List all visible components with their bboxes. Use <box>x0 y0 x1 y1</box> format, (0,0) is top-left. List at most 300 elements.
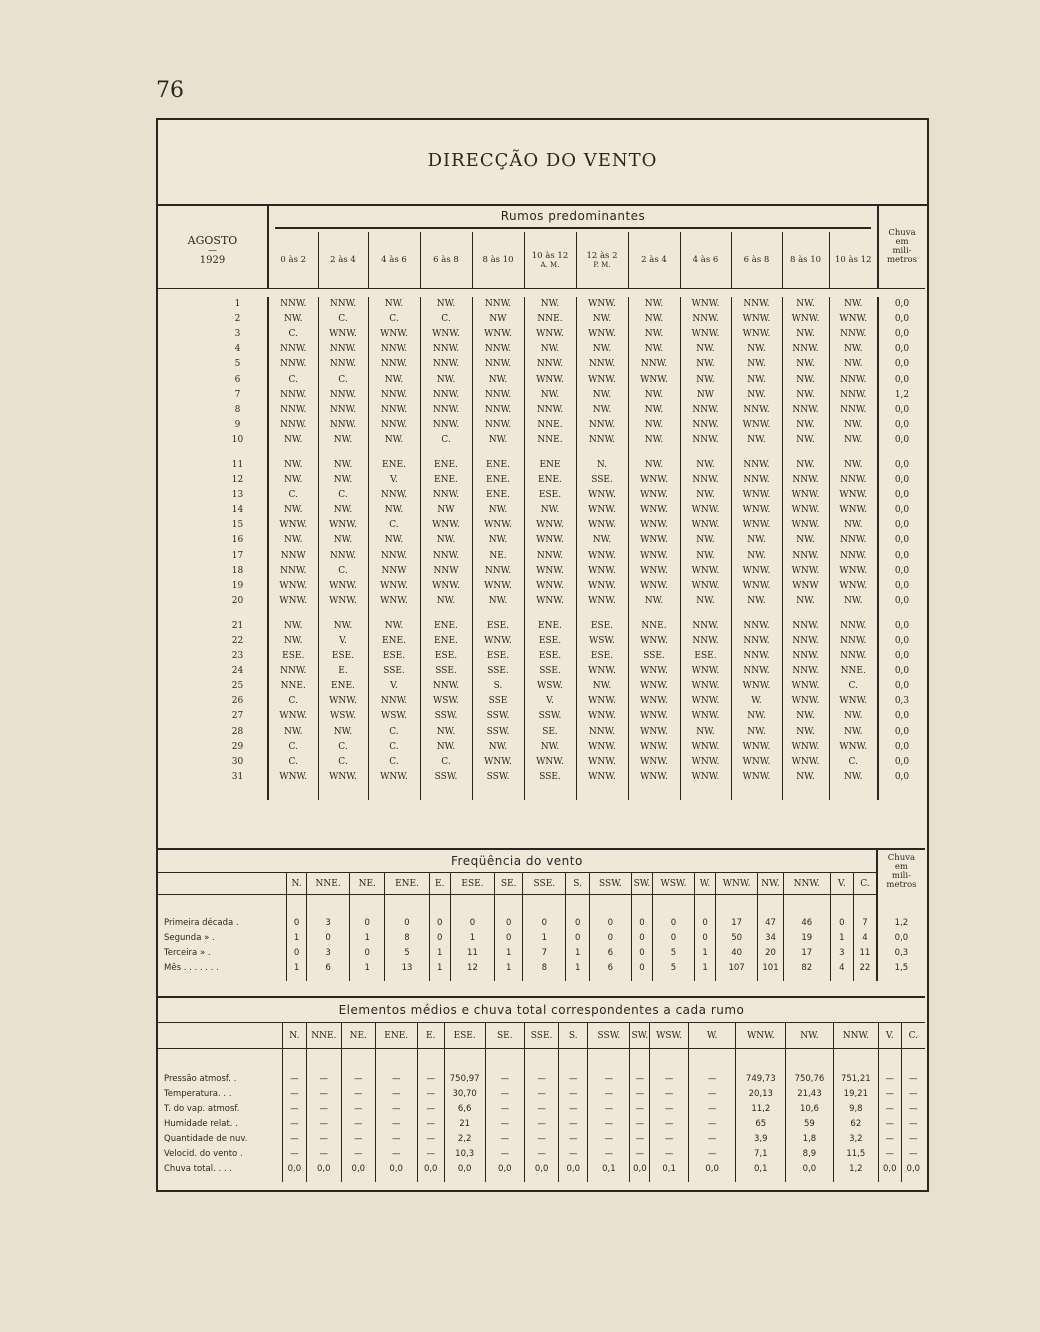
wind-direction-cell: WNW. <box>680 564 731 579</box>
value-cell: 0 <box>830 915 853 930</box>
table-row <box>158 458 925 473</box>
wind-direction-cell: NW. <box>731 594 782 609</box>
table-row <box>158 503 925 518</box>
wind-direction-cell: WNW. <box>628 664 680 679</box>
wind-direction-cell: NW. <box>829 357 878 372</box>
wind-direction-cell: WSW. <box>318 709 368 724</box>
day-number: 22 <box>231 636 244 647</box>
direction-column-header: SSE. <box>525 1023 559 1049</box>
hour-range-label: 10 às 12 <box>835 255 872 265</box>
value-cell: — <box>485 1101 525 1116</box>
wind-direction-cell: WNW. <box>731 518 782 533</box>
value-cell: 0 <box>287 945 307 960</box>
wind-direction-cell: NW. <box>472 433 524 448</box>
wind-direction-cell: NW. <box>680 594 731 609</box>
wind-direction-cell: SSE. <box>472 664 524 679</box>
day-number: 8 <box>234 404 241 415</box>
value-cell: 0 <box>566 915 589 930</box>
wind-direction-cell: C. <box>268 755 318 770</box>
day-number: 4 <box>234 344 241 355</box>
wind-direction-cell: NW. <box>368 372 420 387</box>
value-cell: 1 <box>429 960 450 975</box>
wind-direction-cell: ESE. <box>368 649 420 664</box>
value-cell: 0,0 <box>341 1161 375 1176</box>
wind-direction-cell: WNW. <box>628 679 680 694</box>
value-cell: 1 <box>830 930 853 945</box>
rain-cell: 0,0 <box>878 725 925 740</box>
value-cell: 1 <box>495 945 523 960</box>
table-row <box>158 915 925 930</box>
elements-table <box>158 996 925 1182</box>
value-cell: — <box>417 1146 444 1161</box>
wind-direction-cell: WNW. <box>524 533 576 548</box>
wind-direction-cell: NW. <box>782 297 829 312</box>
wind-direction-cell: ENE. <box>472 458 524 473</box>
direction-column-header: SW. <box>631 873 652 895</box>
direction-column-header: SSE. <box>523 873 566 895</box>
wind-direction-cell: C. <box>268 488 318 503</box>
rumos-title: Rumos predominantes <box>500 209 646 223</box>
value-cell: — <box>878 1146 901 1161</box>
wind-direction-cell: NE. <box>472 549 524 564</box>
daily-wind-table <box>158 206 925 800</box>
value-cell: — <box>559 1071 588 1086</box>
value-cell: 0 <box>385 915 429 930</box>
value-cell: — <box>650 1116 688 1131</box>
value-cell: — <box>282 1146 306 1161</box>
value-cell: — <box>688 1116 736 1131</box>
row-label: Chuva total. . . . <box>164 1163 232 1174</box>
wind-direction-cell: NW. <box>576 403 628 418</box>
wind-direction-cell: NW. <box>731 725 782 740</box>
value-cell: — <box>375 1101 417 1116</box>
direction-column-header: NNE. <box>306 873 349 895</box>
direction-column-header: E. <box>429 873 450 895</box>
wind-direction-cell: WNW. <box>368 594 420 609</box>
wind-direction-cell: C. <box>420 312 472 327</box>
wind-direction-cell: NW. <box>420 725 472 740</box>
wind-direction-cell: NNE. <box>829 664 878 679</box>
day-number: 16 <box>231 535 244 546</box>
hour-range-label: 2 às 4 <box>330 255 356 265</box>
wind-direction-cell: NW. <box>268 503 318 518</box>
value-cell: 21,43 <box>786 1086 834 1101</box>
rain-header-line: em <box>894 862 908 873</box>
value-cell: 0 <box>695 930 716 945</box>
rain-header-line: em <box>895 237 909 247</box>
direction-column-header: NW. <box>786 1023 834 1049</box>
wind-direction-cell: WNW. <box>472 579 524 594</box>
wind-direction-cell: NW. <box>731 549 782 564</box>
direction-column-header: NNW. <box>783 873 830 895</box>
rain-cell: 0,0 <box>878 579 925 594</box>
wind-direction-cell: C. <box>420 755 472 770</box>
wind-direction-cell: WNW. <box>829 312 878 327</box>
value-cell: 0,1 <box>650 1161 688 1176</box>
value-cell: 0 <box>429 915 450 930</box>
wind-direction-cell: WNW. <box>318 579 368 594</box>
rain-header-line: mili- <box>892 246 912 256</box>
wind-direction-cell: ENE <box>524 458 576 473</box>
wind-direction-cell: NW. <box>829 709 878 724</box>
wind-direction-cell: C. <box>368 725 420 740</box>
day-number: 26 <box>231 696 244 707</box>
wind-direction-cell: WNW. <box>318 770 368 785</box>
wind-direction-cell: NW. <box>420 372 472 387</box>
value-cell: — <box>375 1146 417 1161</box>
hour-column-header <box>829 232 878 289</box>
wind-direction-cell: NW. <box>472 533 524 548</box>
value-cell: 1 <box>429 945 450 960</box>
rain-cell: 0,0 <box>878 458 925 473</box>
wind-direction-cell: WNW. <box>731 679 782 694</box>
wind-direction-cell: NW. <box>576 342 628 357</box>
wind-direction-cell: WNW. <box>782 694 829 709</box>
wind-direction-cell: WNW. <box>628 694 680 709</box>
value-cell: — <box>588 1131 630 1146</box>
value-cell: 6 <box>589 960 631 975</box>
wind-direction-cell: WNW. <box>318 594 368 609</box>
hour-range-label: 8 às 10 <box>789 255 822 265</box>
wind-direction-cell: WNW. <box>829 564 878 579</box>
wind-direction-cell: NNW. <box>368 403 420 418</box>
wind-direction-cell: WNW. <box>782 488 829 503</box>
value-cell: — <box>417 1116 444 1131</box>
wind-direction-cell: ENE. <box>472 473 524 488</box>
wind-direction-cell: NNW. <box>782 619 829 634</box>
wind-direction-cell: NW. <box>628 297 680 312</box>
hour-range-label: 12 às 2 <box>586 251 618 261</box>
wind-direction-cell: NNW. <box>829 403 878 418</box>
day-number: 7 <box>234 389 241 400</box>
value-cell: 749,73 <box>736 1071 786 1086</box>
wind-direction-cell: WNW. <box>576 664 628 679</box>
value-cell: 12 <box>450 960 494 975</box>
wind-direction-cell: WNW. <box>472 634 524 649</box>
wind-direction-cell: NW. <box>420 533 472 548</box>
day-number: 15 <box>231 520 244 531</box>
value-cell: — <box>878 1071 901 1086</box>
rain-cell: 0,0 <box>878 342 925 357</box>
wind-direction-cell: NW. <box>472 503 524 518</box>
row-label: T. do vap. atmosf. <box>164 1103 240 1114</box>
rain-cell: 0,0 <box>878 372 925 387</box>
value-cell: 0 <box>450 915 494 930</box>
wind-direction-cell: NNW. <box>782 473 829 488</box>
wind-direction-cell: NW. <box>628 418 680 433</box>
wind-direction-cell: NW <box>680 388 731 403</box>
value-cell: — <box>525 1071 559 1086</box>
wind-direction-cell: NW. <box>318 503 368 518</box>
rain-cell: 1,2 <box>877 915 925 930</box>
wind-direction-cell: NNW. <box>829 388 878 403</box>
wind-direction-cell: NW. <box>731 533 782 548</box>
value-cell: — <box>901 1131 925 1146</box>
value-cell: 750,76 <box>786 1071 834 1086</box>
wind-direction-cell: WNW. <box>829 694 878 709</box>
wind-direction-cell: SSW. <box>472 770 524 785</box>
wind-direction-cell: NW. <box>628 403 680 418</box>
value-cell: 0,0 <box>417 1161 444 1176</box>
value-cell: — <box>282 1101 306 1116</box>
value-cell: — <box>630 1131 650 1146</box>
wind-direction-cell: NNW. <box>472 297 524 312</box>
value-cell: 20,13 <box>736 1086 786 1101</box>
rain-cell: 0,0 <box>878 503 925 518</box>
rain-cell: 0,0 <box>878 433 925 448</box>
value-cell: — <box>306 1116 341 1131</box>
value-cell: — <box>630 1116 650 1131</box>
wind-direction-cell: NNW. <box>472 357 524 372</box>
wind-direction-cell: NNW. <box>472 403 524 418</box>
wind-direction-cell: NNW. <box>472 388 524 403</box>
rain-cell: 0,0 <box>878 679 925 694</box>
wind-direction-cell: NNW. <box>680 312 731 327</box>
value-cell: 3 <box>306 945 349 960</box>
wind-direction-cell: NNW. <box>680 619 731 634</box>
wind-direction-cell: WNW. <box>628 579 680 594</box>
wind-direction-cell: V. <box>524 694 576 709</box>
wind-direction-cell: NNW. <box>680 634 731 649</box>
wind-direction-cell: WNW. <box>576 549 628 564</box>
wind-direction-cell: NW. <box>420 740 472 755</box>
wind-direction-cell: NNW. <box>576 725 628 740</box>
value-cell: 0,0 <box>878 1161 901 1176</box>
value-cell: 0,0 <box>559 1161 588 1176</box>
wind-direction-cell: C. <box>368 312 420 327</box>
value-cell: 0 <box>495 930 523 945</box>
wind-direction-cell: NNW. <box>268 418 318 433</box>
wind-direction-cell: WNW. <box>628 564 680 579</box>
wind-direction-cell: C. <box>268 740 318 755</box>
day-number: 27 <box>231 711 244 722</box>
wind-direction-cell: C. <box>318 372 368 387</box>
wind-direction-cell: WNW. <box>628 755 680 770</box>
table-row <box>158 594 925 609</box>
wind-direction-cell: NW. <box>576 388 628 403</box>
value-cell: 0 <box>589 930 631 945</box>
rain-cell: 0,0 <box>878 594 925 609</box>
value-cell: 40 <box>716 945 758 960</box>
wind-direction-cell: NNW. <box>368 388 420 403</box>
wind-direction-cell: NNW. <box>268 403 318 418</box>
value-cell: 0 <box>429 930 450 945</box>
wind-direction-cell: WNW. <box>420 579 472 594</box>
wind-direction-cell: NNW <box>420 564 472 579</box>
wind-direction-cell: WNW. <box>472 518 524 533</box>
wind-direction-cell: SSE <box>472 694 524 709</box>
direction-column-header: WNW. <box>716 873 758 895</box>
table-row <box>158 549 925 564</box>
wind-direction-cell: WNW. <box>731 564 782 579</box>
wind-direction-cell: NNW. <box>782 649 829 664</box>
table-row <box>158 1101 925 1116</box>
wind-direction-cell: C. <box>318 564 368 579</box>
wind-direction-cell: NNE. <box>268 679 318 694</box>
wind-direction-cell: NNW <box>268 549 318 564</box>
table-row <box>158 357 925 372</box>
value-cell: 0 <box>695 915 716 930</box>
wind-direction-cell: NW. <box>680 488 731 503</box>
hour-range-label: 0 às 2 <box>280 255 307 265</box>
value-cell: — <box>559 1116 588 1131</box>
wind-direction-cell: WSW. <box>576 634 628 649</box>
wind-direction-cell: WNW. <box>731 418 782 433</box>
wind-direction-cell: NNE. <box>524 418 576 433</box>
day-number: 19 <box>231 580 244 591</box>
value-cell: — <box>630 1101 650 1116</box>
wind-direction-cell: WNW. <box>576 740 628 755</box>
wind-direction-cell: WNW. <box>268 518 318 533</box>
hour-range-label: 4 às 6 <box>692 255 719 265</box>
wind-direction-cell: NW <box>420 503 472 518</box>
rain-cell: 0,0 <box>878 518 925 533</box>
rain-cell: 0,0 <box>878 564 925 579</box>
wind-direction-cell: NNW. <box>829 634 878 649</box>
wind-direction-cell: WNW. <box>576 503 628 518</box>
rain-cell: 0,0 <box>878 357 925 372</box>
value-cell: 7 <box>854 915 877 930</box>
table-row <box>158 533 925 548</box>
wind-direction-cell: NW. <box>782 594 829 609</box>
wind-direction-cell: C. <box>318 488 368 503</box>
value-cell: — <box>688 1146 736 1161</box>
wind-direction-cell: ENE. <box>420 634 472 649</box>
value-cell: 3 <box>306 915 349 930</box>
value-cell: 0,0 <box>485 1161 525 1176</box>
row-label: Pressão atmosf. . <box>164 1073 237 1084</box>
wind-direction-cell: WNW. <box>731 488 782 503</box>
direction-column-header: V. <box>878 1023 901 1049</box>
wind-direction-cell: NW. <box>782 372 829 387</box>
value-cell: 1 <box>566 960 589 975</box>
elements-title: Elementos médios e chuva total correspondentes a cada rumo <box>338 1003 745 1017</box>
wind-direction-cell: ENE. <box>524 619 576 634</box>
wind-direction-cell: WNW. <box>782 503 829 518</box>
wind-direction-cell: NW. <box>829 518 878 533</box>
direction-column-header: ESE. <box>450 873 494 895</box>
value-cell: 0 <box>631 945 652 960</box>
value-cell: 1 <box>695 945 716 960</box>
value-cell: 50 <box>716 930 758 945</box>
value-cell: — <box>588 1101 630 1116</box>
wind-direction-cell: NNW. <box>829 619 878 634</box>
value-cell: 20 <box>758 945 784 960</box>
wind-direction-cell: NW. <box>268 725 318 740</box>
table-row <box>158 960 925 975</box>
day-number: 28 <box>231 726 244 737</box>
table-row <box>158 342 925 357</box>
wind-direction-cell: NW. <box>472 740 524 755</box>
wind-direction-cell: WNW. <box>680 740 731 755</box>
table-row <box>158 297 925 312</box>
value-cell: — <box>650 1086 688 1101</box>
wind-direction-cell: NNW. <box>368 694 420 709</box>
table-row <box>158 694 925 709</box>
wind-direction-cell: NW. <box>628 594 680 609</box>
value-cell: 0,0 <box>901 1161 925 1176</box>
day-number: 25 <box>231 681 244 692</box>
wind-direction-cell: WNW. <box>318 327 368 342</box>
wind-direction-cell: NNW. <box>318 418 368 433</box>
wind-direction-cell: C. <box>268 372 318 387</box>
wind-direction-cell: WNW. <box>576 297 628 312</box>
direction-column-header: WSW. <box>650 1023 688 1049</box>
wind-direction-cell: WNW. <box>576 518 628 533</box>
wind-direction-cell: NW. <box>420 594 472 609</box>
direction-column-header: E. <box>417 1023 444 1049</box>
value-cell: — <box>688 1101 736 1116</box>
wind-direction-cell: V. <box>318 634 368 649</box>
direction-column-header: SE. <box>485 1023 525 1049</box>
day-number: 2 <box>234 314 241 325</box>
wind-direction-cell: C. <box>829 755 878 770</box>
value-cell: — <box>901 1116 925 1131</box>
wind-direction-cell: WNW. <box>628 473 680 488</box>
wind-direction-cell: NNW. <box>731 649 782 664</box>
day-number: 5 <box>234 359 241 370</box>
rain-header-line: Chuva <box>887 853 916 864</box>
value-cell: 0,0 <box>282 1161 306 1176</box>
direction-column-header: C. <box>901 1023 925 1049</box>
wind-direction-cell: NNW. <box>318 342 368 357</box>
wind-direction-cell: ENE. <box>472 488 524 503</box>
direction-column-header: NE. <box>341 1023 375 1049</box>
wind-direction-cell: NNW. <box>268 357 318 372</box>
value-cell: 13 <box>385 960 429 975</box>
rain-cell: 1,5 <box>877 960 925 975</box>
value-cell: — <box>588 1116 630 1131</box>
rain-cell: 0,3 <box>877 945 925 960</box>
direction-column-header: SW. <box>630 1023 650 1049</box>
wind-direction-cell: NNW. <box>368 418 420 433</box>
value-cell: 0,0 <box>306 1161 341 1176</box>
wind-direction-cell: NW. <box>782 725 829 740</box>
value-cell: — <box>341 1146 375 1161</box>
value-cell: 0,0 <box>375 1161 417 1176</box>
value-cell: 6 <box>589 945 631 960</box>
wind-direction-cell: NW. <box>368 433 420 448</box>
wind-direction-cell: NW. <box>628 458 680 473</box>
wind-direction-cell: WNW. <box>782 679 829 694</box>
wind-direction-cell: E. <box>318 664 368 679</box>
table-row <box>158 488 925 503</box>
value-cell: 0 <box>495 915 523 930</box>
wind-direction-cell: NW. <box>731 709 782 724</box>
wind-direction-cell: C. <box>368 740 420 755</box>
wind-direction-cell: WNW. <box>628 533 680 548</box>
value-cell: 22 <box>854 960 877 975</box>
day-number: 9 <box>234 419 241 430</box>
elements-title-cell <box>158 997 925 1023</box>
wind-direction-cell: NNW. <box>318 388 368 403</box>
value-cell: 1 <box>287 930 307 945</box>
value-cell: 5 <box>652 945 694 960</box>
value-cell: — <box>878 1086 901 1101</box>
hour-column-header <box>318 232 368 289</box>
wind-direction-cell: SSE. <box>368 664 420 679</box>
value-cell: — <box>417 1131 444 1146</box>
wind-direction-cell: WNW. <box>576 755 628 770</box>
table-row <box>158 664 925 679</box>
table-row <box>158 327 925 342</box>
wind-direction-cell: NW. <box>628 342 680 357</box>
table-row <box>158 418 925 433</box>
value-cell: — <box>375 1071 417 1086</box>
value-cell: 82 <box>783 960 830 975</box>
wind-direction-cell: NW. <box>829 342 878 357</box>
row-label: Primeira década . <box>164 917 239 928</box>
